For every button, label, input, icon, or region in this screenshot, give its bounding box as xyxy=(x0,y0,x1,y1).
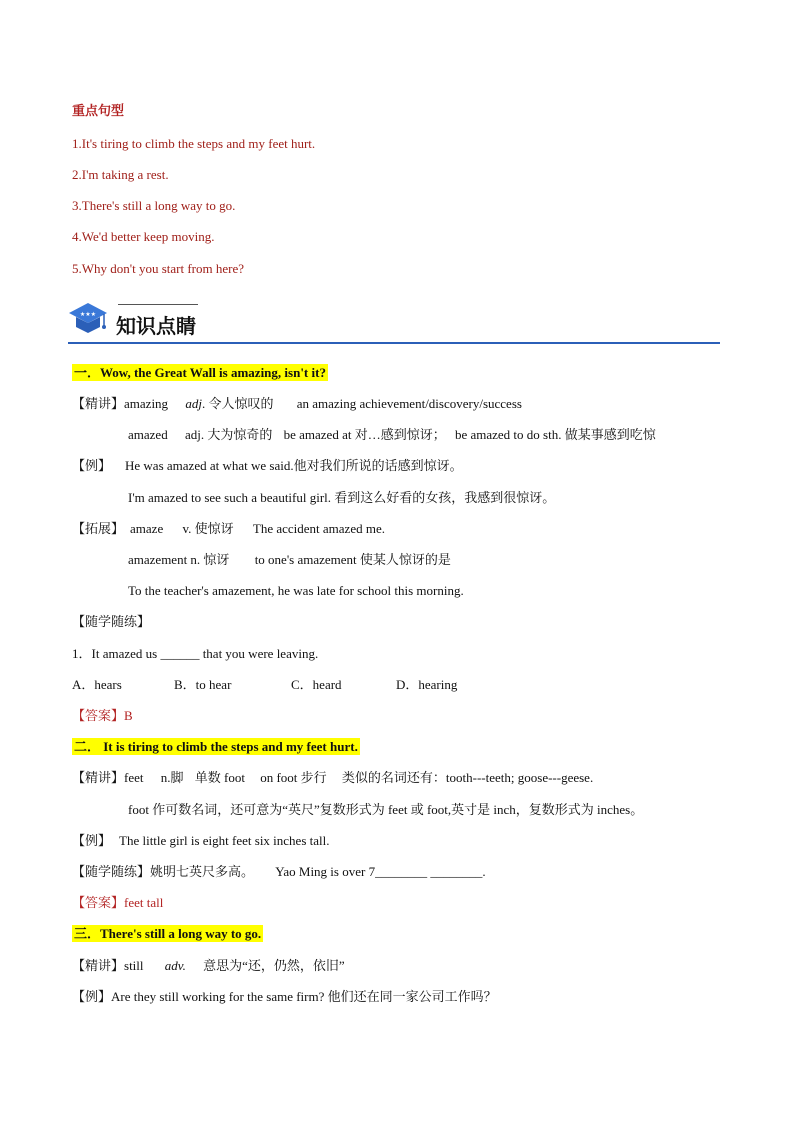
header-top-line xyxy=(118,304,198,305)
example-1-text: He was amazed at what we said.他对我们所说的话感到惊讶。 xyxy=(125,458,463,473)
phrase-on-foot: on foot 步行 xyxy=(260,770,327,785)
knowledge-header xyxy=(68,298,720,344)
label-li: 【例】 xyxy=(72,458,112,473)
key-sentence-3: 3.There's still a long way to go. xyxy=(72,198,236,213)
similar-nouns: 类似的名词还有：tooth---teeth; goose---geese. xyxy=(341,770,594,785)
phrase-amazement: to one's amazement 使某人惊讶的是 xyxy=(254,552,451,567)
pos-amazed: adj. xyxy=(184,427,205,442)
meaning-amazed: 大为惊奇的 xyxy=(207,427,273,442)
label-jingjiang: 【精讲】 xyxy=(72,958,125,973)
label-answer: 【答案】 xyxy=(72,895,125,910)
kp1-example-1 xyxy=(72,457,463,475)
kp1-example-2: I'm amazed to see such a beautiful girl. 看到这么好看的女孩，我感到很惊讶。 xyxy=(128,490,556,505)
kp1-question-1: 1．It amazed us ______ that you were leaving. xyxy=(72,646,319,661)
kp1-option-d: D．hearing xyxy=(396,677,458,692)
kp2-jingjiang-line xyxy=(72,769,593,787)
kp1-heading xyxy=(72,364,328,382)
kp1-practice-label: 【随学随练】 xyxy=(72,614,151,629)
kp3-heading xyxy=(72,925,263,943)
word-still: still xyxy=(124,958,144,973)
pos-feet: n.脚 xyxy=(160,770,184,785)
singular-foot: 单数 foot xyxy=(194,770,245,785)
kp2-heading xyxy=(72,738,360,756)
svg-text:★★★: ★★★ xyxy=(79,311,97,318)
example-1-text: Are they still working for the same firm? 他们还在同一家公司工作吗？ xyxy=(111,989,497,1004)
kp1-amazement-line xyxy=(128,551,451,569)
pos-adj: adj xyxy=(185,396,202,411)
kp3-jingjiang-line xyxy=(72,957,345,975)
answer-value: B xyxy=(124,708,133,723)
pos-amaze: v. xyxy=(182,521,192,536)
graduation-cap-icon xyxy=(68,300,108,336)
kp1-option-a: A．hears xyxy=(72,677,122,692)
key-sentence-1: 1.It's tiring to climb the steps and my feet hurt. xyxy=(72,136,316,151)
kp3-example-1 xyxy=(72,988,497,1006)
label-jingjiang: 【精讲】 xyxy=(72,396,125,411)
example-amaze: The accident amazed me. xyxy=(252,521,385,536)
meaning-amaze: 使惊讶 xyxy=(194,521,234,536)
label-jingjiang: 【精讲】 xyxy=(72,770,125,785)
example-amazing: an amazing achievement/discovery/success xyxy=(296,396,522,411)
word-amazement: amazement n. 惊讶 xyxy=(128,552,230,567)
kp1-amazed-line xyxy=(128,426,656,444)
kp2-example-1 xyxy=(72,832,330,850)
answer-value: feet tall xyxy=(124,895,164,910)
word-amazing: amazing xyxy=(124,396,169,411)
kp1-option-b: B．to hear xyxy=(174,677,232,692)
word-amazed: amazed xyxy=(128,427,168,442)
label-answer: 【答案】 xyxy=(72,708,125,723)
key-sentence-4: 4.We'd better keep moving. xyxy=(72,229,215,244)
meaning-amazing: . 令人惊叹的 xyxy=(201,396,274,411)
kp3-heading-text: 三．There's still a long way to go. xyxy=(74,926,262,941)
meaning-still: 意思为“还，仍然，依旧” xyxy=(203,958,345,973)
kp2-practice-line xyxy=(72,863,486,881)
practice-english: Yao Ming is over 7________ ________. xyxy=(275,864,486,879)
header-title: 知识点睛 xyxy=(116,314,196,338)
kp2-answer xyxy=(72,894,163,912)
key-sentence-5: 5.Why don't you start from here? xyxy=(72,261,245,276)
key-sentence-2: 2.I'm taking a rest. xyxy=(72,167,169,182)
phrase-amazed-to: be amazed to do sth. 做某事感到吃惊 xyxy=(454,427,656,442)
key-sentences-title: 重点句型 xyxy=(72,104,125,119)
header-rule xyxy=(68,342,720,344)
pos-still: adv. xyxy=(164,958,186,973)
word-feet: feet xyxy=(124,770,144,785)
kp1-option-c: C．heard xyxy=(291,677,342,692)
example-1-text: The little girl is eight feet six inches tall. xyxy=(119,833,330,848)
phrase-amazed-at: be amazed at 对…感到惊讶； xyxy=(283,427,446,442)
practice-chinese: 姚明七英尺多高。 xyxy=(150,864,255,879)
kp1-jingjiang-line xyxy=(72,395,522,413)
label-li: 【例】 xyxy=(72,833,112,848)
label-practice: 【随学随练】 xyxy=(72,864,151,879)
kp2-foot-explanation: foot 作可数名词，还可意为“英尺”复数形式为 feet 或 foot,英寸是 inch，复数形式为 inches。 xyxy=(128,802,644,817)
label-li: 【例】 xyxy=(72,989,112,1004)
kp1-amazement-example: To the teacher's amazement, he was late for school this morning. xyxy=(128,583,464,598)
kp1-tuozhan-line xyxy=(72,520,385,538)
kp2-heading-text: 二． It is tiring to climb the steps and my feet hurt. xyxy=(74,739,358,754)
label-tuozhan: 【拓展】 xyxy=(72,521,125,536)
kp1-answer xyxy=(72,707,133,725)
kp1-heading-text: 一．Wow, the Great Wall is amazing, isn't it? xyxy=(74,365,326,380)
word-amaze: amaze xyxy=(130,521,164,536)
